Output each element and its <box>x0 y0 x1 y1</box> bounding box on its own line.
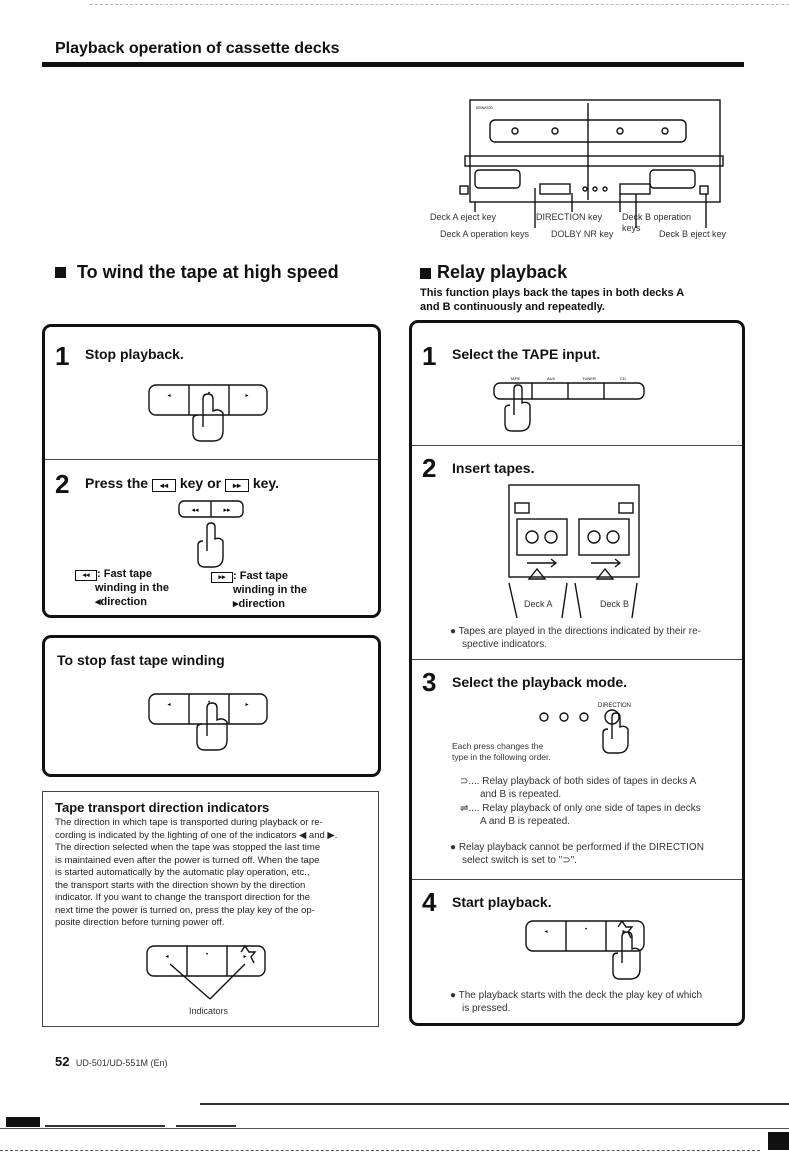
label-deck-b-op: Deck B operation <box>622 212 692 222</box>
model-number: UD-501/UD-551M (En) <box>75 1058 168 1068</box>
svg-text:•: • <box>207 391 211 397</box>
svg-text:▸: ▸ <box>245 393 249 399</box>
section-bullet <box>55 267 66 278</box>
step4-bullet: ● The playback starts with the deck the play key of which is pressed. <box>450 990 703 1014</box>
step-number: 1 <box>422 341 437 371</box>
step-title: Start playback. <box>452 894 552 910</box>
step-number: 3 <box>422 667 437 697</box>
step3-note: Each press changes the type in the following order. <box>452 741 551 762</box>
step2-bullet: ● Tapes are played in the directions indicated by their re- spective indicators. <box>450 626 701 650</box>
mode-one-side: ⇌.... Relay playback of only one side of tapes in decks A and B is repeated. <box>460 803 701 827</box>
svg-text:◂: ◂ <box>167 702 171 708</box>
step-title: Select the playback mode. <box>452 674 628 690</box>
scan-artifact-block <box>45 1117 165 1127</box>
indicators-body: The direction in which tape is transported during playback or re- cording is indicated by the lighting of one of the indicators ◀ and ▶. The direction selected when the tape was stopped the last time is maintained even after the power is turned off. When the tape is started automatically by the automatic play operation, etc., the transport starts with the direction shown by the direction indicator. If you want to change the transport direction for the next time the power is turned on, press the play key of the op- posite direction before turning power off. <box>55 817 338 928</box>
step-title: Select the TAPE input. <box>452 346 601 362</box>
step-number: 4 <box>422 887 437 917</box>
bullet-icon: ● <box>450 626 459 637</box>
svg-text:▸: ▸ <box>245 702 249 708</box>
svg-text:AUX: AUX <box>547 376 556 381</box>
deck-b-label: Deck B <box>600 599 630 609</box>
scan-artifact-line <box>0 1150 760 1151</box>
svg-text:KENWOOD: KENWOOD <box>476 106 493 110</box>
page-footer <box>55 1053 167 1071</box>
bullet-icon: ● <box>450 842 459 853</box>
svg-text:•: • <box>205 952 209 958</box>
deck-a-label: Deck A <box>524 599 553 609</box>
direction-key-label: DIRECTION <box>598 703 631 709</box>
label-deck-a-op: Deck A operation keys <box>440 229 530 239</box>
step-number: 2 <box>422 453 437 483</box>
svg-text:▸: ▸ <box>243 954 247 960</box>
stop-winding-title: To stop fast tape winding <box>57 652 225 668</box>
indicators-caption: Indicators <box>189 1006 229 1016</box>
bullet-icon: ● <box>450 990 459 1001</box>
scan-artifact-line <box>0 1128 789 1129</box>
top-edge-line <box>90 4 789 5</box>
svg-text:TAPE: TAPE <box>510 376 521 381</box>
svg-text:◂: ◂ <box>544 929 548 935</box>
rewind-key-icon: ◂◂ <box>152 479 176 492</box>
step-divider <box>45 459 378 460</box>
rewind-icon: ◂◂ <box>75 570 97 581</box>
label-dolby: DOLBY NR key <box>551 229 614 239</box>
panel-relay-steps <box>409 320 745 1026</box>
label-deck-b-op-keys: keys <box>622 223 641 233</box>
step-title: Press the ◂◂ key or ▸▸ key. <box>85 475 280 491</box>
page-title: Playback operation of cassette decks <box>55 40 340 57</box>
svg-text:CD: CD <box>620 376 626 381</box>
legend-rewind: ◂◂ : Fast tape winding in the ◂direction <box>75 567 169 609</box>
section-bullet <box>420 268 431 279</box>
scan-artifact-block <box>768 1132 789 1150</box>
fast-forward-icon: ▸▸ <box>211 572 233 583</box>
step-title: Stop playback. <box>85 346 184 362</box>
svg-text:•: • <box>207 700 211 706</box>
label-deck-b-eject: Deck B eject key <box>659 229 727 239</box>
step3-bullet: ● Relay playback cannot be performed if the DIRECTION select switch is set to "⊃". <box>450 842 704 866</box>
header-rule <box>42 62 744 67</box>
direction-indicators-illustration <box>536 703 636 759</box>
panel-wind-steps <box>42 324 381 618</box>
ff-rew-keys-illustration <box>177 499 247 571</box>
step-number: 2 <box>55 469 70 499</box>
indicators-illustration <box>145 944 270 1004</box>
svg-text:TUNER: TUNER <box>582 376 596 381</box>
step-divider <box>412 879 742 880</box>
step-title: Insert tapes. <box>452 460 535 476</box>
fast-forward-key-icon: ▸▸ <box>225 479 249 492</box>
step-number: 1 <box>55 341 70 371</box>
input-keys-illustration <box>492 375 652 435</box>
step-divider <box>412 445 742 446</box>
page-number: 52 <box>55 1054 70 1069</box>
relay-both-sides-icon: ⊃ <box>460 776 469 787</box>
relay-one-side-icon: ⇌ <box>460 803 469 814</box>
scan-artifact-line <box>200 1103 789 1105</box>
scan-artifact-block <box>6 1117 40 1127</box>
mode-both-sides: ⊃.... Relay playback of both sides of tapes in decks A and B is repeated. <box>460 776 697 800</box>
panel-stop-winding <box>42 635 381 777</box>
box-tape-indicators <box>42 791 379 1027</box>
svg-text:•: • <box>584 927 588 933</box>
svg-text:◂: ◂ <box>167 393 171 399</box>
label-direction-key: DIRECTION key <box>536 212 603 222</box>
svg-text:◂: ◂ <box>165 954 169 960</box>
play-keys-illustration <box>147 692 272 752</box>
direction-arrow-icon: ◂ <box>95 596 101 608</box>
legend-fast-forward: ▸▸ : Fast tape winding in the ▸direction <box>211 569 307 611</box>
play-keys-illustration <box>147 383 272 443</box>
section-title-wind: To wind the tape at high speed <box>77 262 339 282</box>
svg-text:▸: ▸ <box>622 929 626 935</box>
svg-text:▸▸: ▸▸ <box>223 507 231 514</box>
play-keys-illustration <box>524 919 649 983</box>
scan-artifact-block <box>176 1117 236 1127</box>
direction-arrow-icon: ▸ <box>233 598 239 610</box>
section-title-relay: Relay playback <box>437 262 568 282</box>
indicators-title: Tape transport direction indicators <box>55 800 270 815</box>
relay-intro: This function plays back the tapes in both decks A and B continuously and repeatedly. <box>420 287 685 313</box>
label-deck-a-eject: Deck A eject key <box>430 212 497 222</box>
svg-text:◂◂: ◂◂ <box>191 507 199 514</box>
step-divider <box>412 659 742 660</box>
